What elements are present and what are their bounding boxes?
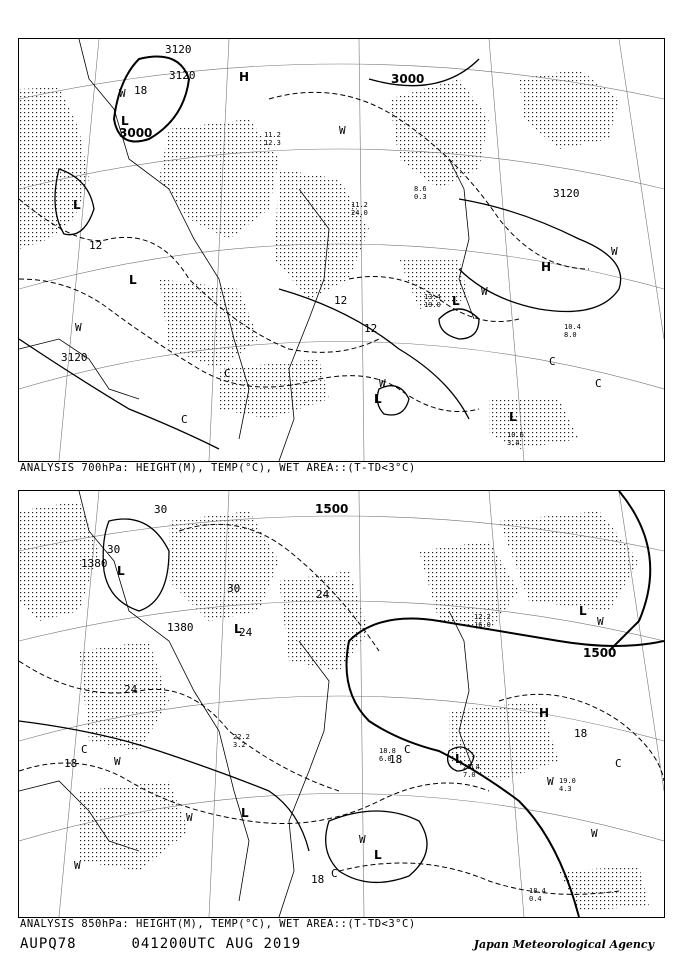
height-label: 3120 bbox=[61, 351, 88, 364]
warm-marker: W bbox=[114, 755, 121, 768]
chart-700hpa bbox=[18, 38, 665, 462]
warm-marker: W bbox=[119, 87, 126, 100]
low-center: L bbox=[129, 273, 137, 287]
warm-marker: W bbox=[339, 124, 346, 137]
low-center: L bbox=[452, 294, 460, 308]
cold-marker: C bbox=[404, 743, 411, 756]
high-center: H bbox=[539, 706, 550, 720]
station-temp: 19.0 bbox=[559, 777, 576, 785]
height-label: 1380 bbox=[167, 621, 194, 634]
temp-label: 24 bbox=[316, 588, 330, 601]
chart-850hpa bbox=[18, 490, 665, 918]
low-center: L bbox=[374, 392, 382, 406]
station-dewpoint: 19.0 bbox=[424, 301, 441, 309]
analysis-datetime: 041200UTC AUG 2019 bbox=[131, 936, 302, 952]
warm-marker: W bbox=[591, 827, 598, 840]
temp-label: 18 bbox=[389, 753, 403, 766]
temp-label: 12 bbox=[89, 239, 103, 252]
temp-label: 18 bbox=[134, 84, 148, 97]
warm-marker: W bbox=[359, 833, 366, 846]
temp-label: 12 bbox=[334, 294, 348, 307]
station-temp: 10.4 bbox=[564, 323, 581, 331]
low-center: L bbox=[241, 806, 249, 820]
wet-area-700 bbox=[19, 69, 619, 449]
station-temp: 20.4 bbox=[463, 763, 480, 771]
temp-label: 24 bbox=[124, 683, 138, 696]
cold-marker: C bbox=[181, 413, 188, 426]
station-dewpoint: 0.4 bbox=[529, 895, 542, 903]
height-label: 3000 bbox=[391, 72, 425, 86]
cold-marker: C bbox=[549, 355, 556, 368]
warm-marker: W bbox=[186, 811, 193, 824]
height-label: 3120 bbox=[165, 43, 192, 56]
station-temp: 10.6 bbox=[507, 431, 524, 439]
cold-marker: C bbox=[81, 743, 88, 756]
temp-label: 30 bbox=[107, 543, 121, 556]
chart-code: AUPQ78 bbox=[20, 936, 77, 952]
station-dewpoint: 4.3 bbox=[559, 785, 572, 793]
station-dewpoint: 3.4 bbox=[507, 439, 520, 447]
agency-name: Japan Meteorological Agency bbox=[473, 938, 654, 951]
warm-marker: W bbox=[611, 245, 618, 258]
high-center: H bbox=[541, 260, 552, 274]
station-temp: 11.2 bbox=[351, 201, 368, 209]
station-temp: 11.2 bbox=[264, 131, 281, 139]
cold-marker: C bbox=[331, 867, 338, 880]
low-center: L bbox=[455, 752, 463, 766]
station-dewpoint: 8.0 bbox=[564, 331, 577, 339]
low-center: L bbox=[509, 410, 517, 424]
station-temp: 18.8 bbox=[379, 747, 396, 755]
cold-marker: C bbox=[615, 757, 622, 770]
station-dewpoint: 0.3 bbox=[414, 193, 427, 201]
warm-marker: W bbox=[547, 775, 554, 788]
cold-marker: C bbox=[224, 367, 231, 380]
warm-marker: W bbox=[481, 285, 488, 298]
cold-marker: C bbox=[595, 377, 602, 390]
temp-label: 12 bbox=[364, 322, 378, 335]
low-center: L bbox=[579, 604, 587, 618]
warm-marker: W bbox=[379, 377, 386, 390]
temp-label: 18 bbox=[574, 727, 588, 740]
height-label: 3000 bbox=[119, 126, 153, 140]
height-label: 3120 bbox=[553, 187, 580, 200]
station-dewpoint: 3.2 bbox=[233, 741, 246, 749]
station-temp: 12.2 bbox=[474, 613, 491, 621]
low-center: L bbox=[234, 622, 242, 636]
temp-label: 18 bbox=[64, 757, 78, 770]
station-dewpoint: 12.3 bbox=[264, 139, 281, 147]
low-center: L bbox=[374, 848, 382, 862]
height-label: 1380 bbox=[81, 557, 108, 570]
temp-label: 30 bbox=[227, 582, 241, 595]
high-center: H bbox=[239, 70, 250, 84]
low-center: L bbox=[121, 114, 129, 128]
low-center: L bbox=[117, 564, 125, 578]
caption-700hpa: ANALYSIS 700hPa: HEIGHT(M), TEMP(°C), WET AREA::(T-TD<3°C) bbox=[20, 462, 416, 474]
station-dewpoint: 6.0 bbox=[379, 755, 392, 763]
chart-700hpa-map bbox=[19, 39, 664, 461]
height-label: 3120 bbox=[169, 69, 196, 82]
station-temp: 8.6 bbox=[414, 185, 427, 193]
height-label: 1500 bbox=[583, 646, 617, 660]
warm-marker: W bbox=[597, 615, 604, 628]
temp-label: 30 bbox=[154, 503, 168, 516]
temp-label: 18 bbox=[311, 873, 325, 886]
chart-850hpa-map bbox=[19, 491, 664, 917]
warm-marker: W bbox=[74, 859, 81, 872]
height-label: 1500 bbox=[315, 502, 349, 516]
low-center: L bbox=[73, 198, 81, 212]
temp-label: 24 bbox=[239, 626, 253, 639]
station-dewpoint: 16.0 bbox=[474, 621, 491, 629]
chart-code-and-time bbox=[20, 936, 301, 952]
warm-marker: W bbox=[75, 321, 82, 334]
station-dewpoint: 7.0 bbox=[463, 771, 476, 779]
caption-850hpa: ANALYSIS 850hPa: HEIGHT(M), TEMP(°C), WET AREA::(T-TD<3°C) bbox=[20, 918, 416, 930]
station-temp: 18.4 bbox=[529, 887, 546, 895]
station-temp: 22.2 bbox=[233, 733, 250, 741]
station-temp: 13.4 bbox=[424, 293, 441, 301]
station-dewpoint: 24.0 bbox=[351, 209, 368, 217]
